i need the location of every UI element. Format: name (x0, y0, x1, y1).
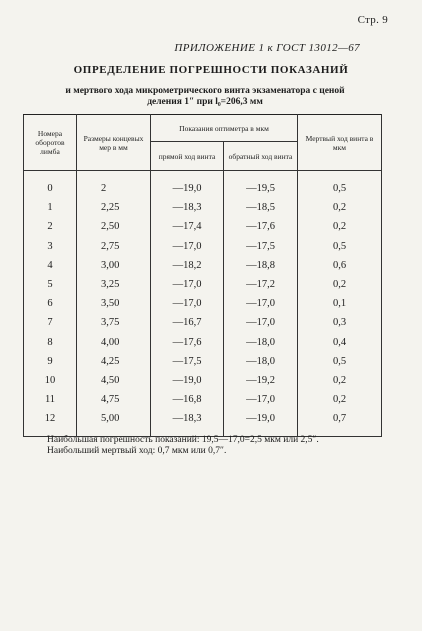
turn-cell: 12 (24, 409, 77, 437)
document-title: ОПРЕДЕЛЕНИЕ ПОГРЕШНОСТИ ПОКАЗАНИЙ (73, 64, 349, 76)
size-cell: 2,75 (77, 237, 151, 256)
reverse-cell: —19,5 (224, 171, 298, 199)
deadband-cell: 0,2 (298, 390, 382, 409)
measurement-table (23, 114, 382, 437)
table-row (24, 409, 382, 437)
reverse-cell: —17,0 (224, 313, 298, 332)
deadband-cell: 0,4 (298, 333, 382, 352)
turn-cell: 3 (24, 237, 77, 256)
table-row (24, 313, 382, 332)
table-row (24, 333, 382, 352)
forward-cell: —19,0 (151, 371, 224, 390)
turn-cell: 6 (24, 294, 77, 313)
forward-cell: —17,0 (151, 294, 224, 313)
turn-cell: 10 (24, 371, 77, 390)
table-row (24, 237, 382, 256)
header-readings: Показания оптиметра в мкм (151, 115, 298, 142)
summary (47, 435, 319, 457)
deadband-cell: 0,7 (298, 409, 382, 437)
reverse-cell: —17,5 (224, 237, 298, 256)
table-row (24, 390, 382, 409)
forward-cell: —17,6 (151, 333, 224, 352)
header-deadband: Мертвый ход винта в мкм (298, 115, 382, 171)
size-cell: 2,50 (77, 217, 151, 236)
forward-cell: —18,2 (151, 256, 224, 275)
forward-cell: —18,3 (151, 198, 224, 217)
forward-cell: —16,7 (151, 313, 224, 332)
reverse-cell: —18,0 (224, 333, 298, 352)
turn-cell: 11 (24, 390, 77, 409)
deadband-cell: 0,3 (298, 313, 382, 332)
forward-cell: —19,0 (151, 171, 224, 199)
turn-cell: 4 (24, 256, 77, 275)
appendix-heading: ПРИЛОЖЕНИЕ 1 к ГОСТ 13012—67 (174, 42, 360, 54)
size-cell: 4,75 (77, 390, 151, 409)
deadband-cell: 0,5 (298, 171, 382, 199)
size-cell: 4,50 (77, 371, 151, 390)
summary-max-error: Наибольшая погрешность показаний: 19,5—17,0=2,5 мкм или 2,5″. (47, 435, 319, 445)
reverse-cell: —17,0 (224, 294, 298, 313)
table-row (24, 275, 382, 294)
size-cell: 4,25 (77, 352, 151, 371)
size-cell: 4,00 (77, 333, 151, 352)
header-turns: Номера оборотов лимба (24, 115, 77, 171)
forward-cell: —18,3 (151, 409, 224, 437)
turn-cell: 8 (24, 333, 77, 352)
size-cell: 3,25 (77, 275, 151, 294)
turn-cell: 7 (24, 313, 77, 332)
reverse-cell: —17,0 (224, 390, 298, 409)
forward-cell: —17,0 (151, 237, 224, 256)
deadband-cell: 0,5 (298, 352, 382, 371)
size-cell: 5,00 (77, 409, 151, 437)
reverse-cell: —19,0 (224, 409, 298, 437)
size-cell: 2,25 (77, 198, 151, 217)
table-row (24, 352, 382, 371)
deadband-cell: 0,5 (298, 237, 382, 256)
forward-cell: —17,4 (151, 217, 224, 236)
forward-cell: —16,8 (151, 390, 224, 409)
subtitle-line-1: и мертвого хода микрометрического винта экзаменатора с ценой (65, 86, 345, 96)
deadband-cell: 0,1 (298, 294, 382, 313)
table-row (24, 256, 382, 275)
size-cell: 3,50 (77, 294, 151, 313)
turn-cell: 5 (24, 275, 77, 294)
turn-cell: 2 (24, 217, 77, 236)
deadband-cell: 0,2 (298, 217, 382, 236)
reverse-cell: —18,8 (224, 256, 298, 275)
size-cell: 3,75 (77, 313, 151, 332)
forward-cell: —17,0 (151, 275, 224, 294)
subtitle-line-2: деления 1″ при l₀=206,3 мм (147, 97, 263, 107)
table-body (24, 171, 382, 437)
table-row (24, 294, 382, 313)
summary-max-deadband: Наибольший мертвый ход: 0,7 мкм или 0,7″. (47, 446, 227, 456)
turn-cell: 1 (24, 198, 77, 217)
turn-cell: 9 (24, 352, 77, 371)
deadband-cell: 0,2 (298, 275, 382, 294)
table-row (24, 371, 382, 390)
header-sizes: Размеры концевых мер в мм (77, 115, 151, 171)
header-forward: прямой ход винта (151, 142, 224, 171)
document-subtitle (40, 86, 370, 108)
reverse-cell: —17,6 (224, 217, 298, 236)
reverse-cell: —18,0 (224, 352, 298, 371)
reverse-cell: —17,2 (224, 275, 298, 294)
size-cell: 3,00 (77, 256, 151, 275)
table-row (24, 217, 382, 236)
forward-cell: —17,5 (151, 352, 224, 371)
turn-cell: 0 (24, 171, 77, 199)
size-cell: 2 (77, 171, 151, 199)
page-number: Стр. 9 (357, 14, 388, 26)
reverse-cell: —18,5 (224, 198, 298, 217)
reverse-cell: —19,2 (224, 371, 298, 390)
table-row (24, 198, 382, 217)
deadband-cell: 0,2 (298, 198, 382, 217)
header-reverse: обратный ход винта (224, 142, 298, 171)
table-row (24, 171, 382, 199)
deadband-cell: 0,2 (298, 371, 382, 390)
deadband-cell: 0,6 (298, 256, 382, 275)
